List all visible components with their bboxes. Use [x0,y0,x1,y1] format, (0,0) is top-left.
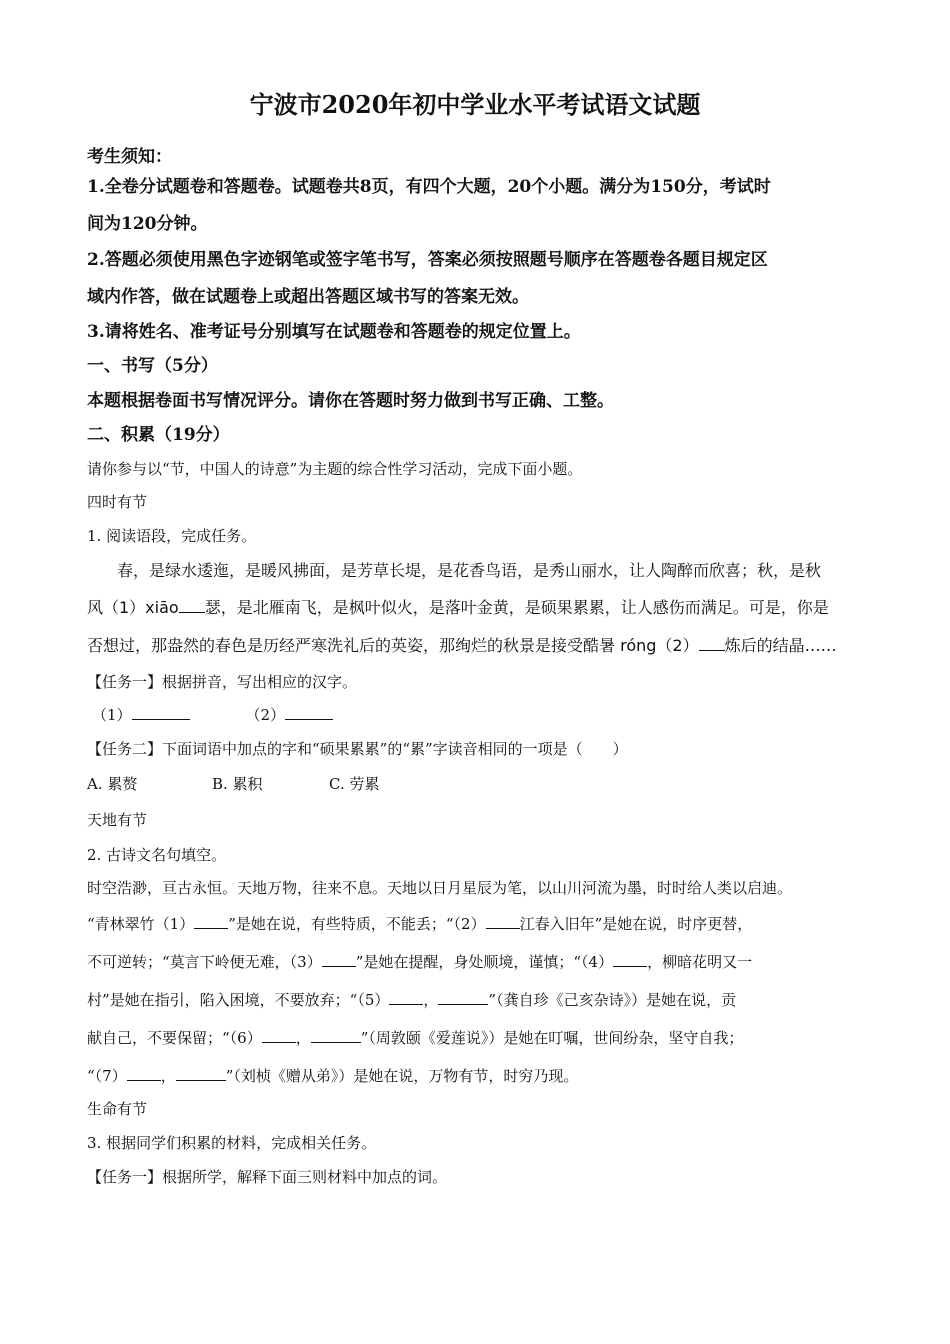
poem-line-2 [87,914,752,934]
poem-line-5-a: 献自己，不要保留；“（6） [87,1029,262,1047]
poem-line-1: 时空浩渺，亘古永恒。天地万物，往来不息。天地以日月星辰为笔，以山川河流为墨，时时给人类以启迪。 [87,879,793,897]
part2-heading: 二、积累（19分） [87,425,230,445]
blank-label-2: （2） [245,706,286,724]
task-1-answer-2[interactable] [285,705,333,720]
poem-line-3-c: ，柳暗花明又一 [647,953,753,971]
passage-line-3-end: 炼后的结晶…… [724,636,837,655]
part2-intro: 请你参与以“节，中国人的诗意”为主题的综合性学习活动，完成下面小题。 [87,460,583,478]
task-1: 【任务一】根据拼音，写出相应的汉字。 [87,673,358,691]
poem-line-5 [87,1028,743,1048]
poem-blank-1[interactable] [194,914,228,929]
poem-line-4-a: 村”是她在指引，陷入困境，不要放弃；“（5） [87,991,390,1009]
option-b[interactable]: B. 累积 [212,775,263,793]
blank-label-1: （1） [92,706,132,724]
poem-line-6-c: ”（刘桢《赠从弟》）是她在说，万物有节，时穷乃现。 [225,1067,579,1085]
poem-line-3 [87,952,752,972]
poem-blank-3[interactable] [322,952,356,967]
passage-line-3-start: 否想过，那盎然的春色是历经严寒洗礼后的英姿，那绚烂的秋景是接受酷暑 róng（2） [87,636,699,655]
passage-line-2-start: 风（1）xiāo [87,598,179,617]
poem-line-2-c: 江春入旧年”是她在说，时序更替， [519,915,753,933]
notice-item-2-cont: 域内作答，做在试题卷上或超出答题区域书写的答案无效。 [87,287,529,307]
poem-line-6-a: “（7） [87,1067,127,1085]
option-c[interactable]: C. 劳累 [329,775,380,793]
poem-blank-6b[interactable] [311,1028,361,1043]
poem-blank-2[interactable] [486,914,520,929]
passage-line-1: 春，是绿水逶迤，是暖风拂面，是芳草长堤，是花香鸟语，是秀山丽水，让人陶醉而欣喜；秋，是秋 [117,561,822,580]
poem-line-2-b: ”是她在说，有些特质，不能丢；“（2） [228,915,486,933]
notice-item-3: 3.请将姓名、准考证号分别填写在试题卷和答题卷的规定位置上。 [87,322,581,342]
poem-line-4-b: ， [423,991,439,1009]
poem-blank-5a[interactable] [389,990,423,1005]
poem-line-5-c: ”（周敦颐《爱莲说》）是她在叮嘱，世间纷杂，坚守自我； [360,1029,744,1047]
poem-blank-4[interactable] [613,952,647,967]
question-1: 1. 阅读语段，完成任务。 [87,527,257,545]
poem-line-2-a: “青林翠竹（1） [87,915,195,933]
section-title-life: 生命有节 [87,1100,148,1118]
notice-item-2: 2.答题必须使用黑色字迹钢笔或签字笔书写，答案必须按照题号顺序在答题卷各题目规定区 [87,250,768,270]
notice-heading: 考生须知： [87,147,172,167]
poem-blank-5b[interactable] [438,990,488,1005]
task-1-answer-1[interactable] [132,705,190,720]
poem-blank-7a[interactable] [127,1066,161,1081]
option-a[interactable]: A. 累赘 [87,775,138,793]
answer-blank-2[interactable] [699,636,725,651]
poem-line-4-c: ”（龚自珍《己亥杂诗》）是她在说，贡 [488,991,737,1009]
notice-item-1-cont: 间为120分钟。 [87,214,208,234]
poem-line-6 [87,1066,578,1086]
poem-blank-6a[interactable] [262,1028,296,1043]
task-2-options [87,774,379,794]
question-3: 3. 根据同学们积累的材料，完成相关任务。 [87,1134,377,1152]
answer-blank-1[interactable] [179,598,205,613]
question-2: 2. 古诗文名句填空。 [87,846,227,864]
poem-line-5-b: ， [295,1029,311,1047]
part1-heading: 一、书写（5分） [87,356,218,376]
notice-item-1: 1.全卷分试题卷和答题卷。试题卷共8页，有四个大题，20个小题。满分为150分，考试时 [87,177,771,197]
poem-line-3-a: 不可逆转；“莫言下岭便无难，（3） [87,953,322,971]
poem-line-4 [87,990,736,1010]
page-title: 宁波市2020年初中学业水平考试语文试题 [249,90,701,119]
task-3: 【任务一】根据所学，解释下面三则材料中加点的词。 [87,1168,448,1186]
section-title-heaven-earth: 天地有节 [87,811,148,829]
passage-line-2 [87,598,829,618]
task-2: 【任务二】下面词语中加点的字和“硕果累累”的“累”字读音相同的一项是（ ） [87,740,628,758]
section-title-seasons: 四时有节 [87,493,148,511]
part1-description: 本题根据卷面书写情况评分。请你在答题时努力做到书写正确、工整。 [87,391,614,411]
poem-line-6-b: ， [160,1067,176,1085]
passage-line-2-end: 瑟，是北雁南飞，是枫叶似火，是落叶金黄，是硕果累累，让人感伤而满足。可是，你是 [204,598,829,617]
poem-blank-7b[interactable] [176,1066,226,1081]
passage-line-3 [87,636,837,656]
poem-line-3-b: ”是她在提醒，身处顺境，谨慎；“（4） [355,953,614,971]
task-1-blanks [92,705,333,725]
